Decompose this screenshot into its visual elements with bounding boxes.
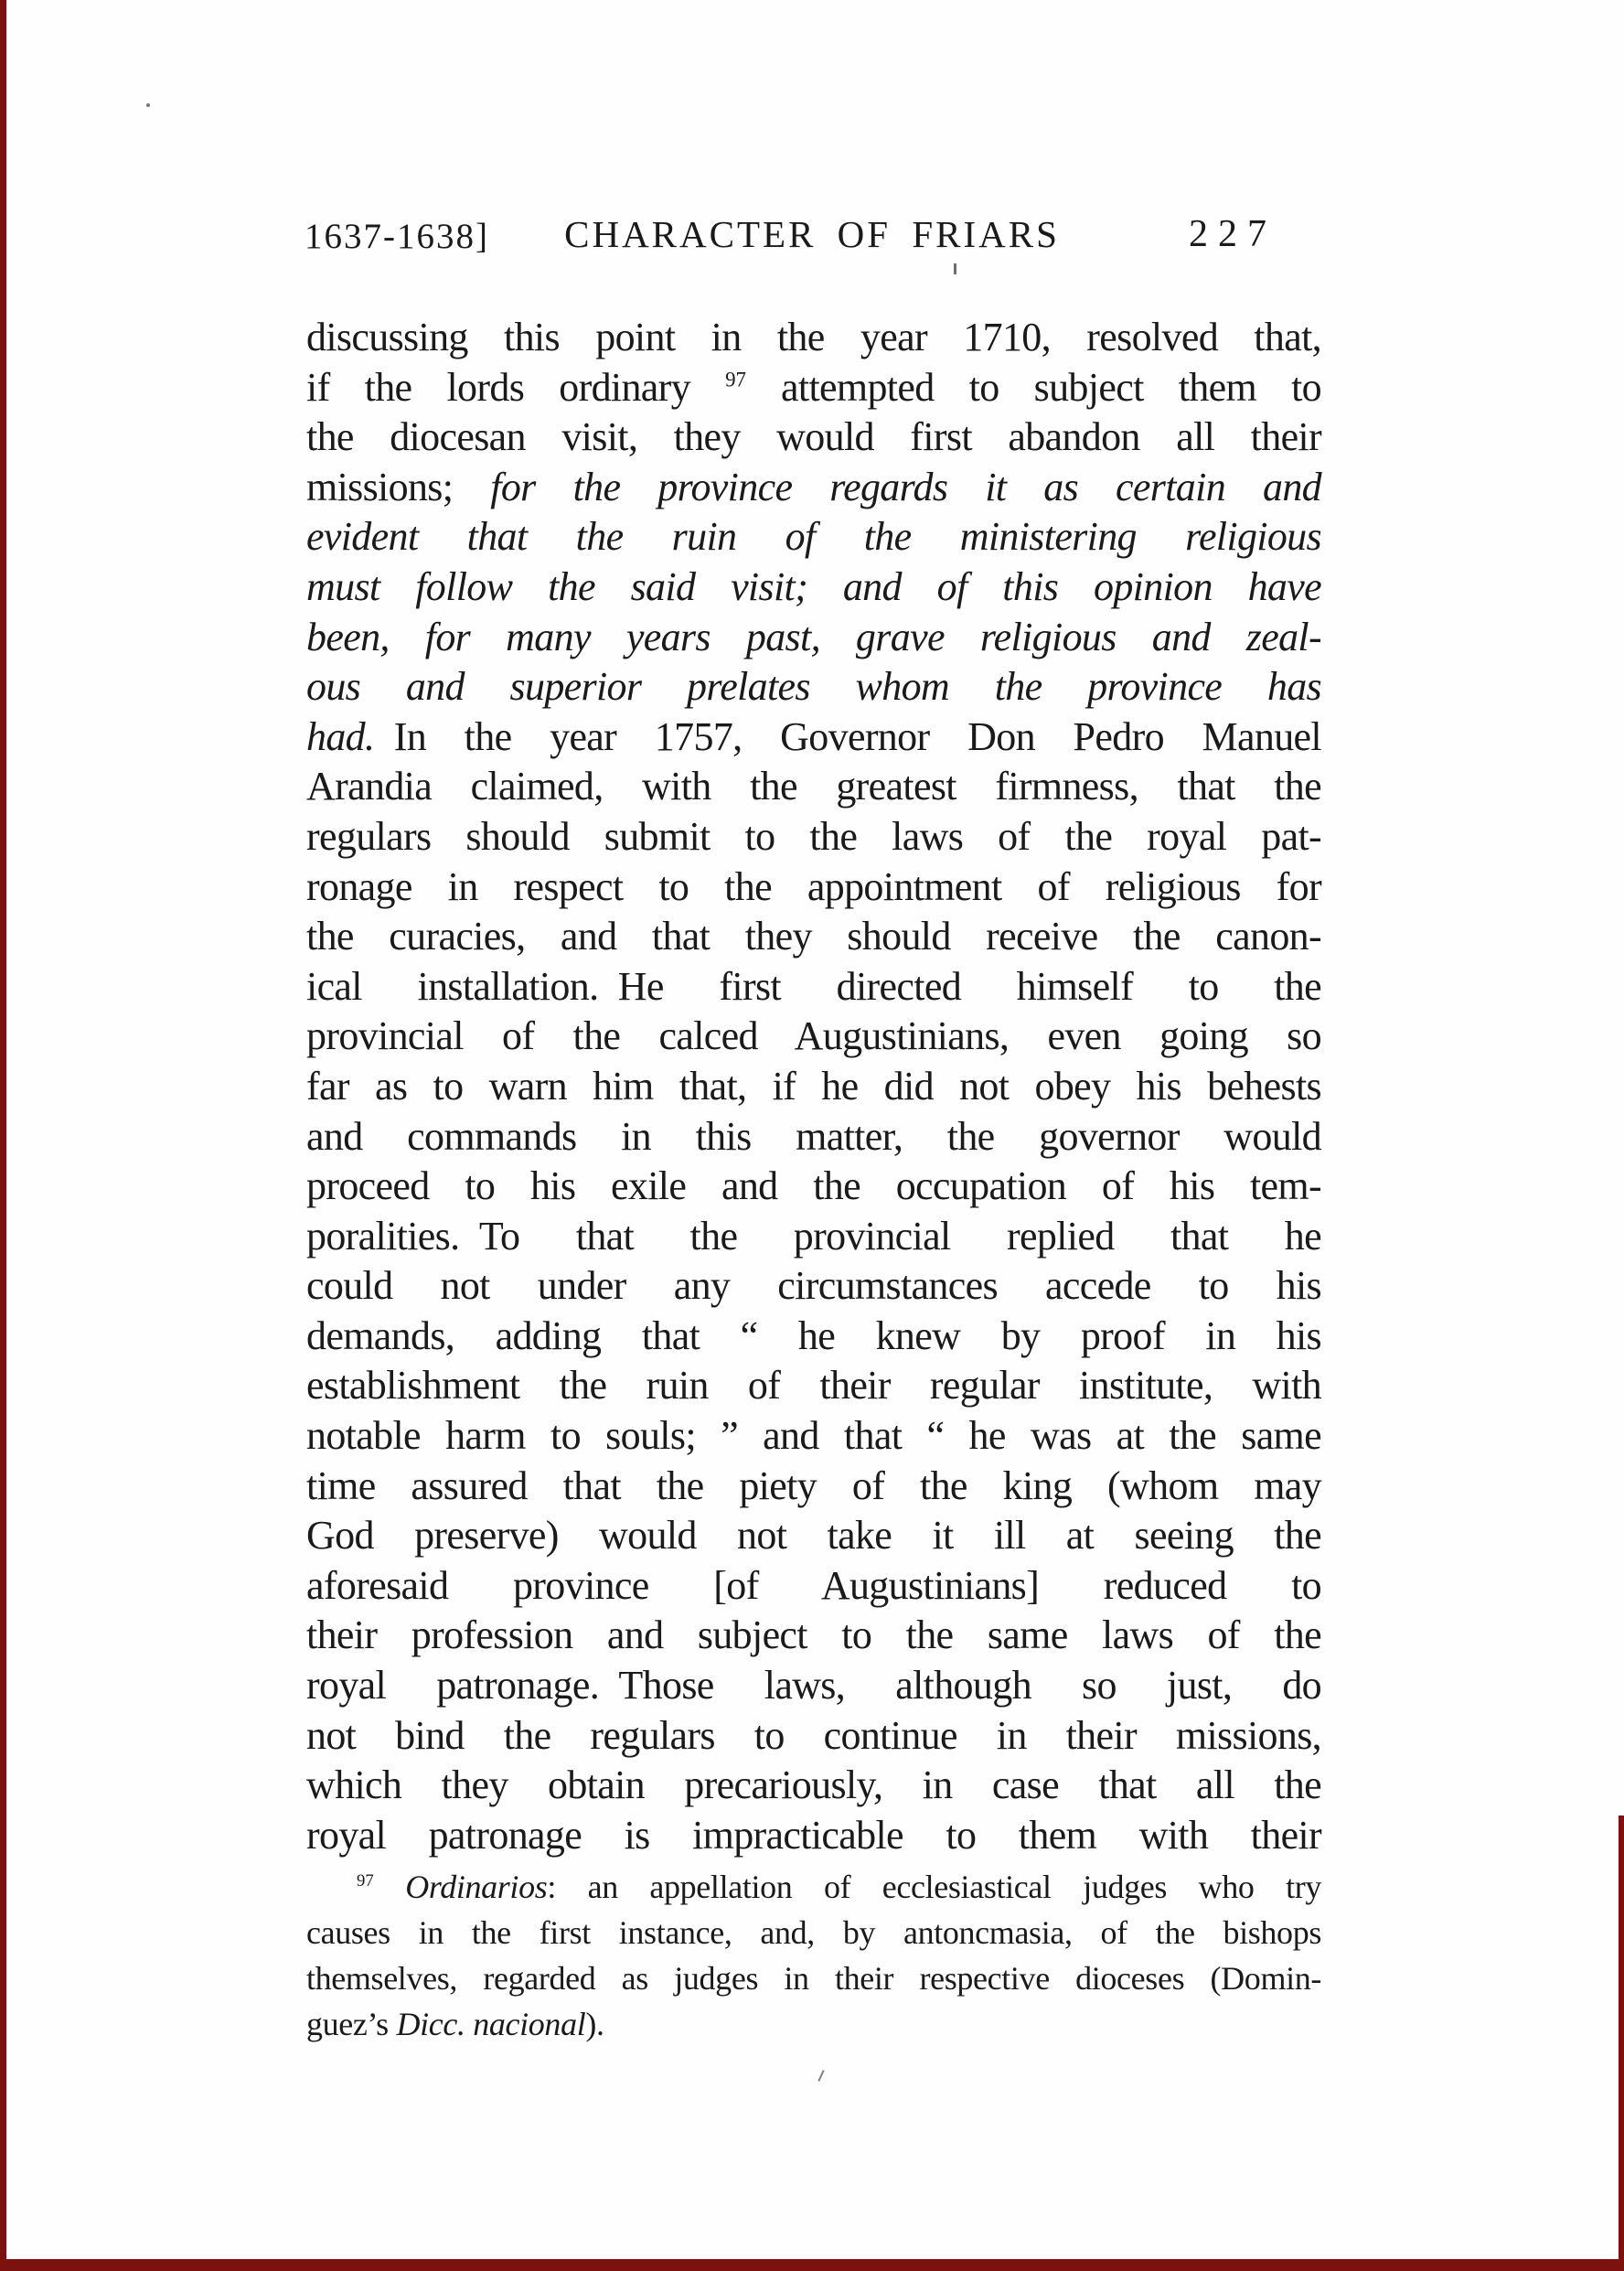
text-segment: aforesaid province [of Augustinians] reduced to <box>306 1562 1321 1608</box>
text-segment: attempted to subject them to <box>745 364 1322 410</box>
body-line <box>306 562 1321 613</box>
footnote-line <box>306 1864 1321 1910</box>
text-segment: if the lords ordinary <box>306 364 726 410</box>
body-line <box>306 962 1321 1012</box>
body-line <box>306 1661 1321 1711</box>
text-segment: royal patronage is impracticable to them with their <box>306 1812 1321 1858</box>
text-segment: ronage in respect to the appointment of religious for <box>306 863 1321 909</box>
text-segment: their profession and subject to the same laws of the <box>306 1612 1321 1658</box>
footnote-line <box>306 1955 1321 2001</box>
text-segment: guez’s <box>306 2006 397 2042</box>
book-edge-bottom <box>0 2259 1624 2271</box>
body-line <box>306 1112 1321 1162</box>
text-segment: royal patronage. Those laws, although so just, do <box>306 1663 1321 1709</box>
body-line <box>306 762 1321 812</box>
text-segment: Dicc. nacional <box>396 2006 586 2042</box>
text-segment: missions; <box>306 464 491 509</box>
body-line <box>306 912 1321 962</box>
footnote-line <box>306 1910 1321 1955</box>
text-segment: had. <box>306 713 375 759</box>
body-line <box>306 313 1321 363</box>
text-segment: notable harm to souls; ” and that “ he was at the same <box>306 1413 1321 1459</box>
body-line <box>306 1711 1321 1762</box>
text-segment: In the year 1757, Governor Don Pedro Manuel <box>374 713 1321 759</box>
header-title: CHARACTER OF FRIARS <box>564 213 1060 255</box>
text-segment: been, for many years past, grave religious and zeal- <box>306 614 1321 659</box>
body-line <box>306 862 1321 913</box>
text-segment: time assured that the piety of the king (whom may <box>306 1462 1321 1508</box>
text-segment: for the province regards it as certain and <box>490 464 1321 509</box>
text-segment: ous and superior prelates whom the province has <box>306 664 1321 710</box>
body-line <box>306 1212 1321 1262</box>
text-segment: discussing this point in the year 1710, resolved that, <box>306 315 1321 359</box>
body-line <box>306 812 1321 862</box>
text-segment: the curacies, and that they should receive the canon- <box>306 914 1321 959</box>
text-segment: ical installation. He first directed himself to the <box>306 963 1321 1009</box>
body-line <box>306 1561 1321 1612</box>
body-line <box>306 1411 1321 1462</box>
text-segment: evident that the ruin of the ministering religious <box>306 514 1321 560</box>
text-segment: Arandia claimed, with the greatest firmness, that the <box>306 764 1321 809</box>
body-line <box>306 1611 1321 1661</box>
body-line <box>306 363 1321 413</box>
body-line <box>306 1361 1321 1411</box>
text-segment: poralities. To that the provincial replied that he <box>306 1213 1321 1259</box>
text-segment: Ordinarios <box>373 1869 548 1905</box>
running-head <box>0 212 1624 267</box>
body-line <box>306 1062 1321 1112</box>
body-line <box>306 662 1321 712</box>
body-line <box>306 512 1321 562</box>
scan-speck <box>146 103 150 107</box>
text-segment: could not under any circumstances accede to his <box>306 1263 1321 1309</box>
text-segment: proceed to his exile and the occupation of his tem- <box>306 1163 1321 1209</box>
body-line <box>306 1261 1321 1312</box>
footnote-reference: 97 <box>725 367 746 391</box>
text-segment: themselves, regarded as judges in their respective dioceses (Domin- <box>306 1960 1321 1997</box>
body-line <box>306 1761 1321 1811</box>
footnote-reference: 97 <box>357 1871 374 1891</box>
text-segment: not bind the regulars to continue in their missions, <box>306 1712 1321 1758</box>
text-segment: regulars should submit to the laws of the royal pat- <box>306 813 1321 859</box>
header-date-range: 1637-1638] <box>304 217 489 256</box>
body-line <box>306 412 1321 463</box>
body-line <box>306 1312 1321 1362</box>
body-line <box>306 1462 1321 1512</box>
body-line <box>306 1511 1321 1561</box>
text-segment: the diocesan visit, they would first abandon all their <box>306 414 1321 460</box>
body-line <box>306 613 1321 663</box>
text-segment: and commands in this matter, the governor would <box>306 1113 1321 1159</box>
body-line <box>306 1012 1321 1062</box>
text-segment: provincial of the calced Augustinians, even going so <box>306 1013 1321 1059</box>
text-segment: which they obtain precariously, in case that all the <box>306 1762 1321 1808</box>
text-segment: ). <box>585 2006 604 2042</box>
text-segment: causes in the first instance, and, by antoncmasia, of the bishops <box>306 1914 1321 1951</box>
text-segment: : an appellation of ecclesiastical judges who try <box>547 1869 1321 1905</box>
body-text-column <box>306 313 1321 1860</box>
text-segment: far as to warn him that, if he did not obey his behests <box>306 1063 1321 1109</box>
body-line <box>306 712 1321 763</box>
body-line <box>306 463 1321 513</box>
text-segment: God preserve) would not take it ill at seeing the <box>306 1513 1321 1559</box>
book-edge-left <box>0 0 6 2271</box>
book-edge-right <box>1619 1816 1624 2271</box>
scan-speck <box>817 2070 824 2082</box>
text-segment: must follow the said visit; and of this opinion have <box>306 563 1321 609</box>
text-segment: establishment the ruin of their regular institute, with <box>306 1363 1321 1409</box>
footnote-line <box>306 2001 1321 2047</box>
header-page-number: 227 <box>1189 213 1277 255</box>
text-segment: demands, adding that “ he knew by proof in his <box>306 1312 1321 1358</box>
body-line <box>306 1811 1321 1861</box>
body-line <box>306 1162 1321 1212</box>
footnote-block <box>306 1864 1321 2047</box>
